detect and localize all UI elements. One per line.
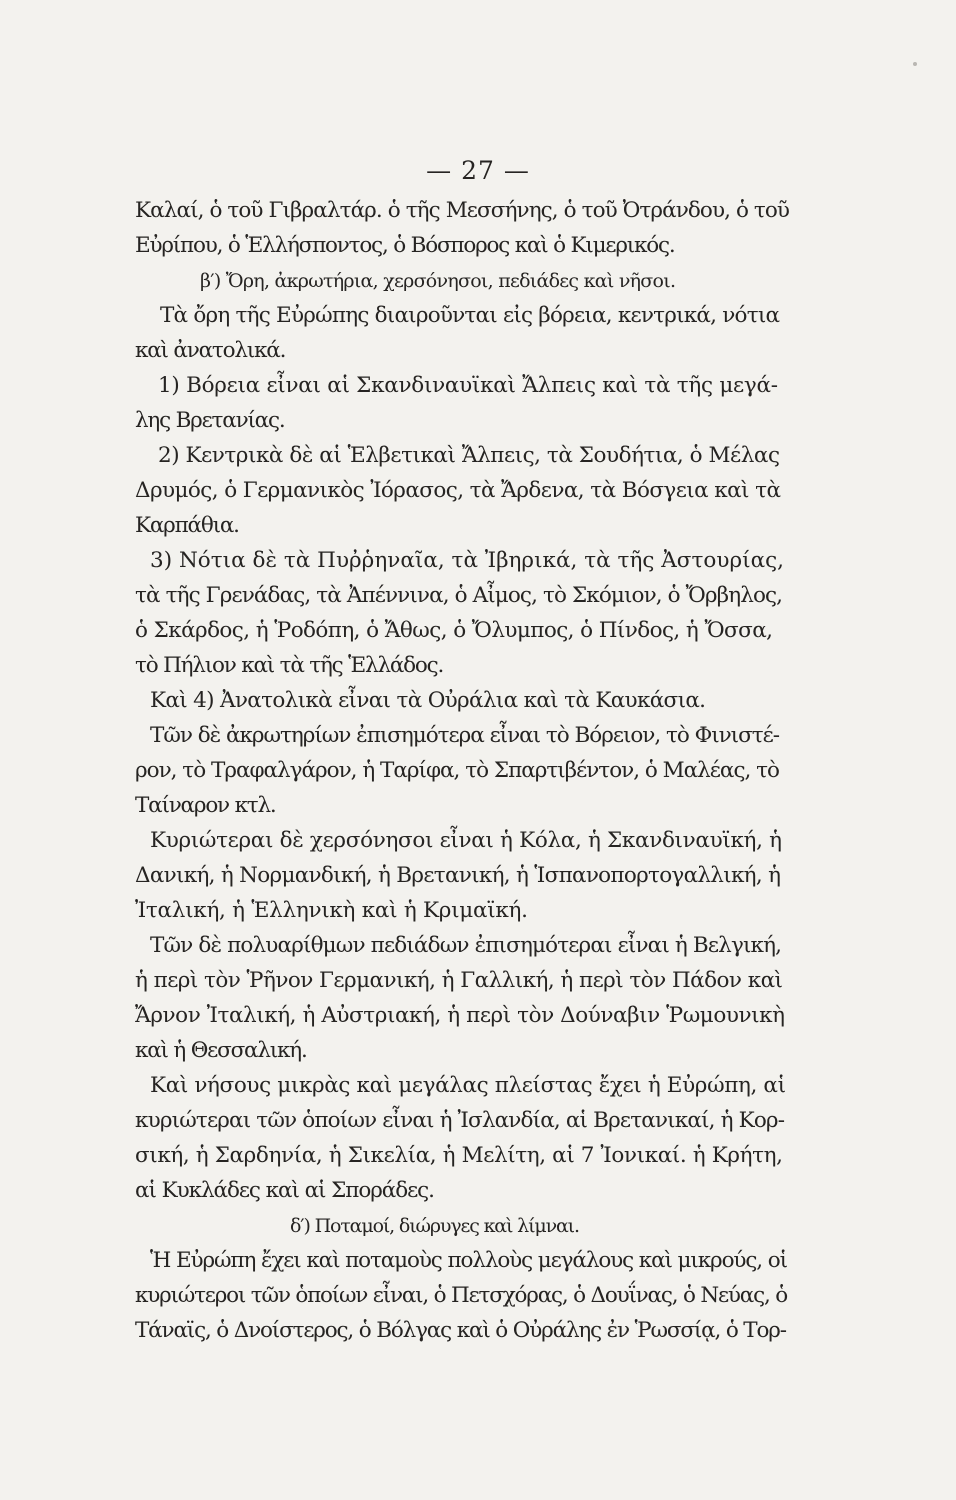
text-line: σική, ἡ Σαρδηνία, ἡ Σικελία, ἡ Μελίτη, αἱ 7 Ἰονικαί. ἡ Κρήτη, — [135, 1143, 783, 1168]
text-line: κυριώτεραι τῶν ὁποίων εἶναι ἡ Ἰσλανδία, αἱ Βρετανικαί, ἡ Κορ- — [135, 1108, 785, 1133]
text-line: ρον, τὸ Τραφαλγάρον, ἡ Ταρίφα, τὸ Σπαρτιβέντον, ὁ Μαλέας, τὸ — [135, 758, 779, 783]
text-line: Τῶν δὲ ἀκρωτηρίων ἐπισημότερα εἶναι τὸ Βόρειον, τὸ Φινιστέ- — [150, 723, 779, 748]
text-line: καὶ ἡ Θεσσαλική. — [135, 1038, 307, 1063]
text-line: Κυριώτεραι δὲ χερσόνησοι εἶναι ἡ Κόλα, ἡ Σκανδιναυϊκή, ἡ — [150, 828, 782, 853]
text-line: λης Βρετανίας. — [135, 408, 285, 433]
text-line: Καρπάθια. — [135, 513, 239, 538]
text-line: ὁ Σκάρδος, ἡ Ῥοδόπη, ὁ Ἄθως, ὁ Ὄλυμπος, ὁ Πίνδος, ἡ Ὄσσα, — [135, 618, 773, 643]
text-line: τὰ τῆς Γρενάδας, τὰ Ἀπέννινα, ὁ Αἶμος, τὸ Σκόμιον, ὁ Ὄρβηλος, — [135, 583, 783, 608]
text-line: 1) Βόρεια εἶναι αἱ Σκανδιναυϊκαὶ Ἄλπεις καὶ τὰ τῆς μεγά- — [158, 373, 778, 398]
text-line: Ἰταλική, ἡ Ἑλληνικὴ καὶ ἡ Κριμαϊκή. — [135, 898, 528, 923]
text-line: Δρυμός, ὁ Γερμανικὸς Ἰόρασος, τὰ Ἄρδενα, τὰ Βόσγεια καὶ τὰ — [135, 478, 781, 503]
text-line: αἱ Κυκλάδες καὶ αἱ Σποράδες. — [135, 1178, 434, 1203]
text-line: Τῶν δὲ πολυαρίθμων πεδιάδων ἐπισημότεραι εἶναι ἡ Βελγική, — [150, 933, 782, 958]
text-line: Εὐρίπου, ὁ Ἑλλήσποντος, ὁ Βόσπορος καὶ ὁ Κιμερικός. — [135, 233, 675, 258]
text-line: Καὶ 4) Ἀνατολικὰ εἶναι τὰ Οὐράλια καὶ τὰ Καυκάσια. — [150, 688, 706, 713]
text-line: ἡ περὶ τὸν Ῥῆνον Γερμανική, ἡ Γαλλική, ἡ περὶ τὸν Πάδον καὶ — [135, 968, 783, 993]
text-line: Καλαί, ὁ τοῦ Γιβραλτάρ. ὁ τῆς Μεσσήνης, ὁ τοῦ Ὀτράνδου, ὁ τοῦ — [135, 198, 790, 223]
text-line: 3) Νότια δὲ τὰ Πυῤῥηναῖα, τὰ Ἰβηρικά, τὰ τῆς Ἀστουρίας, — [150, 548, 785, 573]
page-number: — 27 — — [426, 156, 530, 185]
text-line: τὸ Πήλιον καὶ τὰ τῆς Ἑλλάδος. — [135, 653, 444, 678]
text-line: Ἄρνον Ἰταλική, ἡ Αὐστριακή, ἡ περὶ τὸν Δούναβιν Ῥωμουνικὴ — [135, 1003, 785, 1028]
text-line: Τὰ ὄρη τῆς Εὐρώπης διαιροῦνται εἰς βόρεια, κεντρικά, νότια — [160, 303, 780, 328]
text-line: καὶ ἀνατολικά. — [135, 338, 286, 363]
text-line: Ταίναρον κτλ. — [135, 793, 276, 818]
text-line: Τάναϊς, ὁ Δνοίστερος, ὁ Βόλγας καὶ ὁ Οὐράλης ἐν Ῥωσσίᾳ, ὁ Τορ- — [135, 1318, 786, 1343]
text-line: Ἡ Εὐρώπη ἔχει καὶ ποταμοὺς πολλοὺς μεγάλους καὶ μικρούς, οἱ — [150, 1248, 787, 1273]
text-line: Καὶ νήσους μικρὰς καὶ μεγάλας πλείστας ἔχει ἡ Εὐρώπη, αἱ — [150, 1073, 786, 1098]
paper-speck — [913, 62, 917, 66]
text-line: Δανική, ἡ Νορμανδική, ἡ Βρετανική, ἡ Ἱσπανοπορτογαλλική, ἡ — [135, 863, 781, 888]
text-line: κυριώτεροι τῶν ὁποίων εἶναι, ὁ Πετσχόρας, ὁ Δουΐνας, ὁ Νεύας, ὁ — [135, 1283, 787, 1308]
text-line: δ′) Ποταμοί, διώρυγες καὶ λίμναι. — [290, 1215, 579, 1237]
text-line: 2) Κεντρικὰ δὲ αἱ Ἑλβετικαὶ Ἄλπεις, τὰ Σουδήτια, ὁ Μέλας — [158, 443, 780, 468]
text-line: β′) Ὄρη, ἀκρωτήρια, χερσόνησοι, πεδιάδες καὶ νῆσοι. — [200, 270, 676, 292]
